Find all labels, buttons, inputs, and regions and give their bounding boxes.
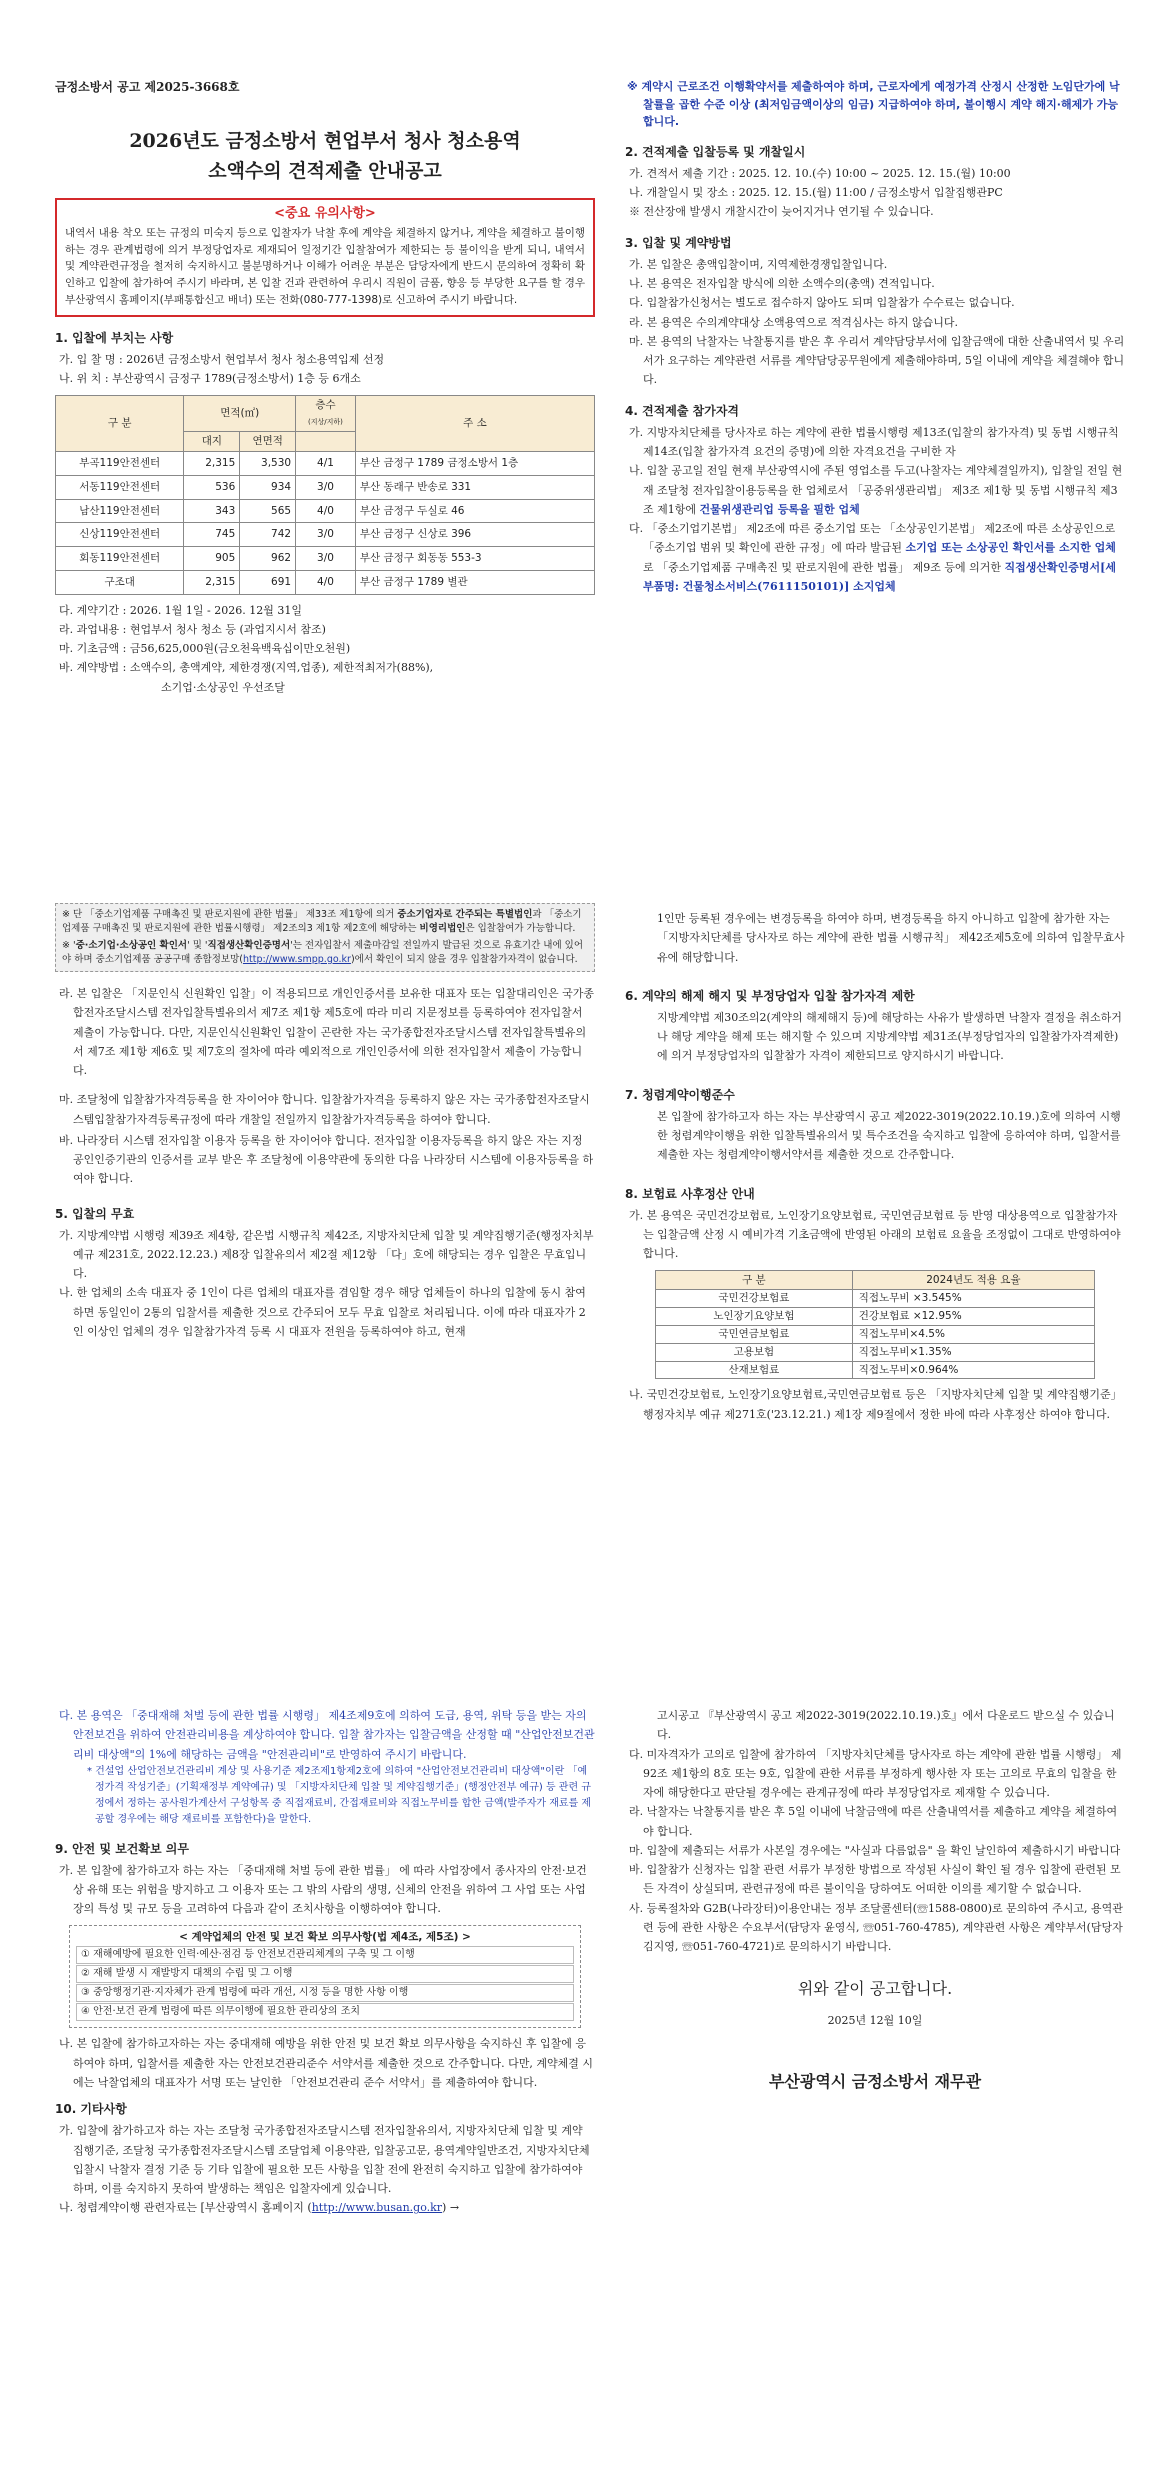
- issuing-authority: 부산광역시 금정소방서 재무관: [768, 2072, 982, 2092]
- warning-title: <중요 유의사항>: [274, 206, 376, 222]
- section-2-heading: 2. 견적제출 입찰등록 및 개찰일시: [625, 144, 806, 159]
- table-row: 서동119안전센터 536 934 3/0 부산 동래구 반송로 331: [56, 475, 595, 499]
- th-addr: 주 소: [355, 395, 594, 451]
- s2-note: ※ 전산장애 발생시 개찰시간이 늦어지거나 연기될 수 있습니다.: [629, 205, 934, 219]
- s8-item-da: 다. 본 용역은 「중대재해 처벌 등에 관한 법률 시행령」 제4조제9호에 의하여 도급, 용역, 위탁 등을 받는 자의 안전보건을 위하여 안전관리비용을 계상하여야 합니다. 입찰 참가자는 입찰금액을 산정할 때 "산업안전보건관리비 대상액"의 1%에 해당하는 금액을 "안전관리비"로 반영하여 주시기 바랍니다.: [59, 1709, 595, 1761]
- s1-item-ra: 라. 과업내용 : 현업부서 청사 청소 등 (과업지시서 참조): [59, 622, 326, 636]
- th-ins-rate: 2024년도 적용 요율: [852, 1270, 1094, 1290]
- section-9-heading: 9. 안전 및 보건확보 의무: [55, 1841, 189, 1856]
- section-7-heading: 7. 청렴계약이행준수: [625, 1087, 735, 1102]
- table-row: 고용보험 직접노무비×1.35%: [656, 1343, 1095, 1361]
- table-row: 남산119안전센터 343 565 4/0 부산 금정구 두실로 46: [56, 499, 595, 523]
- s2-item-ga: 가. 견적서 제출 기간 : 2025. 12. 10.(수) 10:00 ~ 2025. 12. 15.(월) 10:00: [629, 166, 1011, 180]
- page1-right-column: [625, 78, 1125, 596]
- busan-homepage-link[interactable]: http://www.busan.go.kr: [311, 2201, 443, 2215]
- s10-item-na: 나. 청렴계약이행 관련자료는 [부산광역시 홈페이지 (http://www.busan.go.kr) →: [59, 2201, 460, 2215]
- s1-item-na: 나. 위 치 : 부산광역시 금정구 1789(금정소방서) 1층 등 6개소: [59, 372, 361, 386]
- s1-item-ga: 가. 입 찰 명 : 2026년 금정소방서 현업부서 청사 청소용역입제 선정: [59, 353, 385, 367]
- s1-item-ba-cont: 소기업·소상공인 우선조달: [161, 680, 285, 694]
- safety-duty-item: ③ 중앙행정기관·지자체가 관계 법령에 따라 개선, 시정 등을 명한 사항 이행: [76, 1984, 574, 2002]
- table-row: 부곡119안전센터 2,315 3,530 4/1 부산 금정구 1789 금정소방서 1층: [56, 451, 595, 475]
- warning-text: 내역서 내용 착오 또는 규정의 미숙지 등으로 입찰자가 낙찰 후에 계약을 체결하지 않거나, 계약을 체결하고 불이행하는 경우 관계법령에 의거 부정당업자로 제재되어 일정기간 입찰참여가 제한되는 등 불이익을 받게 되니, 내역서 및 계약관련규정을 철저히 숙지하시고 불분명하거나 이해가 어려운 부분은 담당자에게 반드시 문의하여 정확히 확인하고 입찰에 참가하여 주시기 바라며, 본 입찰 건과 관련하여 우리시 직원이 금품, 향응 등 부당한 요구를 할 경우 부산광역시 홈페이지(부패통합신고 배너) 또는 전화(080-777-1398)로 신고하여 주시기 바랍니다.: [65, 226, 585, 307]
- s3-item-ma: 마. 본 용역의 낙찰자는 낙찰통지를 받은 후 우리서 계약담당부서에 입찰금액에 대한 산출내역서 및 우리서가 요구하는 계약관련 서류를 계약담당공무원에게 제출해야하며, 5일 이내에 계약을 체결해야 합니다.: [629, 334, 1125, 387]
- s9-item-ga: 가. 본 입찰에 참가하고자 하는 자는 「중대재해 처벌 등에 관한 법률」 에 따라 사업장에서 종사자의 안전·보건상 유해 또는 위험을 방지하고 그 이용자 또는 그 밖의 사람의 생명, 신체의 안전을 위하여 그 사업 또는 사업장의 특성 및 규모 등을 고려하여 다음과 같이 조치사항을 이행하여야 합니다.: [59, 1863, 587, 1916]
- th-land: 대지: [184, 432, 240, 452]
- table-row: 신상119안전센터 745 742 3/0 부산 금정구 신상로 396: [56, 523, 595, 547]
- warning-box: [55, 198, 595, 317]
- th-gubun: 구 분: [56, 395, 184, 451]
- safety-duty-item: ② 재해 발생 시 재발방지 대책의 수립 및 그 이행: [76, 1965, 574, 1983]
- s8-item-ga: 가. 본 용역은 국민건강보험료, 노인장기요양보험료, 국민연금보험료 등 반영 대상용역으로 입찰참가자는 입찰금액 산정 시 예비가격 기초금액에 반영된 아래의 보험료 요율을 조정없이 그대로 반영하여야 합니다.: [629, 1208, 1121, 1261]
- document-title: 2026년도 금정소방서 현업부서 청사 청소용역 소액수의 견적제출 안내공고: [129, 130, 521, 182]
- section-6-heading: 6. 계약의 해제 해지 및 부정당업자 입찰 참가자격 제한: [625, 988, 915, 1003]
- section-5-heading: 5. 입찰의 무효: [55, 1206, 135, 1221]
- s9-item-na: 나. 본 입찰에 참가하고자하는 자는 중대재해 예방을 위한 안전 및 보건 확보 의무사항을 숙지하신 후 입찰에 응하여야 하며, 입찰서를 제출한 자는 안전보건관리준수 서약서를 제출한 것으로 간주합니다. 다만, 계약체결 시에는 낙찰업체의 대표자가 서명 또는 날인한 「안전보건관리 준수 서약서」를 제출하여야 합니다.: [59, 2037, 593, 2089]
- table-row: 국민연금보험료 직접노무비×4.5%: [656, 1325, 1095, 1343]
- s10-item-da: 다. 미자격자가 고의로 입찰에 참가하여 「지방자치단체를 당사자로 하는 계약에 관한 법률 시행령」 제92조 제1항의 8호 또는 9호, 입찰에 관한 서류를 부정하게 행사한 자 또는 고의로 무효의 입찰을 한 자에 해당한다고 판단될 경우에는 관계규정에 따라 부정당업자로 제재할 수 있습니다.: [629, 1747, 1122, 1799]
- page-3: [0, 1700, 1168, 2478]
- page2-right-column: [625, 909, 1125, 1424]
- s2-item-na: 나. 개찰일시 및 장소 : 2025. 12. 15.(월) 11:00 / 금정소방서 입찰집행관PC: [629, 186, 1003, 200]
- section-8-heading: 8. 보험료 사후정산 안내: [625, 1186, 755, 1201]
- safety-duty-box: [69, 1925, 581, 2029]
- notice-date: 2025년 12월 10일: [827, 2013, 923, 2027]
- special-corp-note: ※ 단 「중소기업제품 구매촉진 및 판로지원에 관한 법률」 제33조 제1항에 의거 중소기업자로 간주되는 특별법인과 「중소기업제품 구매촉진 및 판로지원에 관한 법률시행령」 제2조의3 제1항 제2호에 해당하는 비영리법인은 입찰참여가 가능합니다. ※ '중·소기업·소상공인 확인서' 및 '직접생산확인증명서'는 전자입찰서 제출마감일 전일까지 발급된 것으로 유효기간 내에 있어야 하며 중소기업제품 공공구매 종합정보망(http://www.smpp.go.kr)에서 확인이 되지 않을 경우 입찰참가자격이 없습니다.: [55, 903, 595, 972]
- table-row: 노인장기요양보험 건강보험료 ×12.95%: [656, 1308, 1095, 1326]
- page2-left-column: [55, 903, 595, 1341]
- s3-item-ra: 라. 본 용역은 수의계약대상 소액용역으로 적격심사는 하지 않습니다.: [629, 315, 958, 329]
- s5-item-cont: 1인만 등록된 경우에는 변경등록을 하여야 하며, 변경등록을 하지 아니하고 입찰에 참가한 자는 「지방자치단체를 당사자로 하는 계약에 관한 법률 시행규칙」 제42조제5호에 의하여 입찰무효사유에 해당합니다.: [657, 912, 1125, 964]
- page3-left-column: [55, 1706, 595, 2218]
- s4-item-ra: 라. 본 입찰은 「지문인식 신원확인 입찰」이 적용되므로 개인인증서를 보유한 대표자 또는 입찰대리인은 국가종합전자조달시스템 전자입찰특별유의서 제7조 제1항 제5호에 따라 미리 지문정보를 등록하여야 전자입찰서 제출이 가능합니다. 다만, 지문인식신원확인 입찰이 곤란한 자는 국가종합전자조달시스템 전자입찰특별유의서 제7조 제1항 제6호 및 제7호의 절차에 따라 예외적으로 개인인증서에 의한 전자입찰서 제출이 가능합니다.: [59, 987, 594, 1077]
- s3-item-na: 나. 본 용역은 전자입찰 방식에 의한 소액수의(총액) 견적입니다.: [629, 277, 935, 291]
- s10-item-ra: 라. 낙찰자는 낙찰통지를 받은 후 5일 이내에 낙찰금액에 따른 산출내역서를 제출하고 계약을 체결하여야 합니다.: [629, 1805, 1118, 1838]
- page-1: [0, 0, 1168, 900]
- safety-duty-item: ① 재해예방에 필요한 인력·예산·점검 등 안전보건관리체계의 구축 및 그 이행: [76, 1946, 574, 1964]
- safety-duty-item: ④ 안전·보건 관계 법령에 따른 의무이행에 필요한 관리상의 조치: [76, 2003, 574, 2021]
- s1-item-da: 다. 계약기간 : 2026. 1월 1일 - 2026. 12월 31일: [59, 603, 302, 617]
- table-row: 구조대 2,315 691 4/0 부산 금정구 1789 별관: [56, 570, 595, 594]
- smpp-link[interactable]: http://www.smpp.go.kr: [242, 953, 351, 965]
- s4-item-ba: 바. 나라장터 시스템 전자입찰 이용자 등록을 한 자이어야 합니다. 전자입찰 이용자등록을 하지 않은 자는 지정 공인인증기관의 인증서를 교부 받은 후 조달청에 이용약관에 동의한 다음 나라장터 시스템에 이용자등록을 하여야 합니다.: [59, 1133, 594, 1186]
- s10-item-ba: 바. 입찰참가 신청자는 입찰 관련 서류가 부정한 방법으로 작성된 사실이 확인 될 경우 입찰에 관련된 모든 자격이 상실되며, 관련규정에 따른 불이익을 당하여도 어떠한 이의를 제기할 수 없습니다.: [629, 1863, 1121, 1896]
- closing-statement: 위와 같이 공고합니다.: [797, 1979, 953, 1999]
- page-2: [0, 900, 1168, 1700]
- s10-item-cont: 고시공고 『부산광역시 공고 제2022-3019(2022.10.19.)호』에서 다운로드 받으실 수 있습니다.: [657, 1709, 1115, 1742]
- s4-item-ga: 가. 지방자치단체를 당사자로 하는 계약에 관한 법률시행령 제13조(입찰의 참가자격) 및 동법 시행규칙 제14조(입찰 참가자격 요건의 증명)에 의한 자격요건을 구비한 자: [629, 425, 1119, 459]
- section-4-heading: 4. 견적제출 참가자격: [625, 403, 740, 418]
- section-3-heading: 3. 입찰 및 계약방법: [625, 235, 732, 250]
- s5-item-ga: 가. 지방계약법 시행령 제39조 제4항, 같은법 시행규칙 제42조, 지방자치단체 입찰 및 계약집행기준(행정자치부 예규 제231호, 2022.12.23.) 제8장 입찰유의서 제2절 제12항 「다」호에 해당되는 경우 입찰은 무효입니다.: [59, 1228, 594, 1281]
- s3-item-ga: 가. 본 입찰은 총액입찰이며, 지역제한경쟁입찰입니다.: [629, 257, 888, 271]
- table-row: 산재보험료 직접노무비×0.964%: [656, 1361, 1095, 1379]
- section-1-heading: 1. 입찰에 부치는 사항: [55, 330, 174, 345]
- safety-duty-title: < 계약업체의 안전 및 보건 확보 의무사항(법 제4조, 제5조) >: [179, 1930, 471, 1943]
- s4-item-ma: 마. 조달청에 입찰참가자격등록을 한 자이어야 합니다. 입찰참가자격을 등록하지 않은 자는 국가종합전자조달시스템입찰참가자격등록규정에 따라 개찰일 전일까지 입찰참가자격등록을 하여야 합니다.: [59, 1093, 590, 1126]
- insurance-rate-table: [655, 1270, 1095, 1380]
- s3-item-da: 다. 입찰참가신청서는 별도로 접수하지 않아도 되며 입찰참가 수수료는 없습니다.: [629, 296, 1015, 310]
- th-floors: 층수 (지상/지하): [296, 395, 356, 432]
- s10-item-ma: 마. 입찰에 제출되는 서류가 사본일 경우에는 "사실과 다름없음" 을 확인 날인하여 제출하시기 바랍니다: [629, 1843, 1121, 1857]
- th-floor-area: 연면적: [240, 432, 296, 452]
- s10-item-sa: 사. 등록절차와 G2B(나라장터)이용안내는 정부 조달콜센터(☏1588-0800)로 문의하여 주시고, 용역관련 등에 관한 사항은 수요부서(담당자 윤영식, ☏051-760-4785), 계약관련 사항은 계약부서(담당자 김지영, ☏051-760-4721)로 문의하시기 바랍니다.: [629, 1901, 1123, 1953]
- th-ins-gubun: 구 분: [656, 1270, 853, 1290]
- s5-item-na: 나. 한 업체의 소속 대표자 중 1인이 다른 업체의 대표자를 겸임할 경우 해당 업체들이 하나의 입찰에 동시 참여하면 동일인이 2통의 입찰서를 제출한 것으로 간주되어 모두 무효 입찰로 처리됩니다. 이에 따라 대표자가 2인 이상인 업체의 경우 입찰참가자격 등록 시 대표자 전원을 등록하여야 하고, 현재: [59, 1286, 586, 1338]
- page1-left-column: [55, 78, 595, 697]
- s4-item-da: 다. 「중소기업기본법」 제2조에 따른 중소기업 또는 「소상공인기본법」 제2조에 따른 소상공인으로 「중소기업 범위 및 확인에 관한 규정」에 따라 발급된 소기업 또는 소상공인 확인서를 소지한 업체로 「중소기업제품 구매촉진 및 판로지원에 관한 법률」 제9조 등에 의거한 직접생산확인증명서[세부품명: 건물청소서비스(7611150101)] 소지업체: [629, 522, 1116, 593]
- labor-condition-note: ※ 계약시 근로조건 이행확약서를 제출하여야 하며, 근로자에게 예정가격 산정시 산정한 노임단가에 낙찰률을 곱한 수준 이상 (최저임금액이상의 임금) 지급하여야 하며, 불이행시 계약 해지·해제가 가능합니다.: [627, 80, 1120, 129]
- facility-table: [55, 395, 595, 595]
- s4-item-na: 나. 입찰 공고일 전일 현재 부산광역시에 주된 영업소를 두고(나찰자는 계약체결일까지), 입찰일 전일 현재 조달청 전자입찰이용등록을 한 업체로서 「공중위생관리법」 제3조 제1항 및 동법 시행규칙 제3조 제1항에 건물위생관리업 등록을 필한 업체: [629, 464, 1123, 516]
- table-row: 회동119안전센터 905 962 3/0 부산 금정구 회동동 553-3: [56, 547, 595, 571]
- s7-text: 본 입찰에 참가하고자 하는 자는 부산광역시 공고 제2022-3019(2022.10.19.)호에 의하여 시행한 청렴계약이행을 위한 입찰특별유의서 및 특수조건을 숙지하고 입찰에 응하여야 하며, 입찰서를 제출한 자는 청렴계약이행서약서를 제출한 것으로 간주합니다.: [657, 1109, 1121, 1162]
- s1-item-ba: 바. 계약방법 : 소액수의, 총액계약, 제한경쟁(지역,업종), 제한적최저가(88%),: [59, 661, 434, 675]
- table-row: 국민건강보험료 직접노무비 ×3.545%: [656, 1290, 1095, 1308]
- s8-item-na: 나. 국민건강보험료, 노인장기요양보험료,국민연금보험료 등은 「지방자치단체 입찰 및 계약집행기준」 행정자치부 예규 제271호('23.12.21.) 제1장 제9절에서 정한 바에 따라 사후정산 하여야 합니다.: [629, 1388, 1122, 1421]
- s10-item-ga: 가. 입찰에 참가하고자 하는 자는 조달청 국가종합전자조달시스템 전자입찰유의서, 지방자치단체 입찰 및 계약 집행기준, 조달청 국가종합전자조달시스템 조달업체 이용약관, 입찰공고문, 용역계약일반조건, 지방자치단체 입찰시 낙찰자 결정 기준 등 기타 입찰에 필요한 모든 사항을 입찰 전에 완전히 숙지하고 입찰에 참가하여야 하며, 이를 숙지하지 못하여 발생하는 책임은 입찰자에게 있습니다.: [59, 2124, 590, 2196]
- safety-cost-footnote: * 건설업 산업안전보건관리비 계상 및 사용기준 제2조제1항제2호에 의하여 "산업안전보건관리비 대상액"이란 「예정가격 작성기준」(기획재정부 계약예규) 및 「지방자치단체 입찰 및 계약집행기준」(행정안전부 예규) 등 관련 규정에서 정하는 공사원가계산서 구성항목 중 직접재료비, 간접재료비와 직접노무비를 합한 금액(발주자가 재료를 제공할 경우에는 해당 재료비를 포함한다)을 말한다.: [87, 1765, 592, 1825]
- page3-right-column: [625, 1706, 1125, 2095]
- notice-number: 금정소방서 공고 제2025-3668호: [55, 80, 240, 94]
- section-10-heading: 10. 기타사항: [55, 2102, 127, 2117]
- s1-item-ma: 마. 기초금액 : 금56,625,000원(금오천육백육십이만오천원): [59, 642, 351, 656]
- th-area: 면적(㎡): [184, 395, 296, 432]
- s6-text: 지방계약법 제30조의2(계약의 해제해지 등)에 해당하는 사유가 발생하면 낙찰자 결정을 취소하거나 해당 계약을 해제 또는 해지할 수 있으며 지방계약법 제31조(부정당업자의 입찰참가자격제한)에 의거 부정당업자의 입찰참가 자격이 제한되므로 양지하시기 바랍니다.: [657, 1010, 1122, 1063]
